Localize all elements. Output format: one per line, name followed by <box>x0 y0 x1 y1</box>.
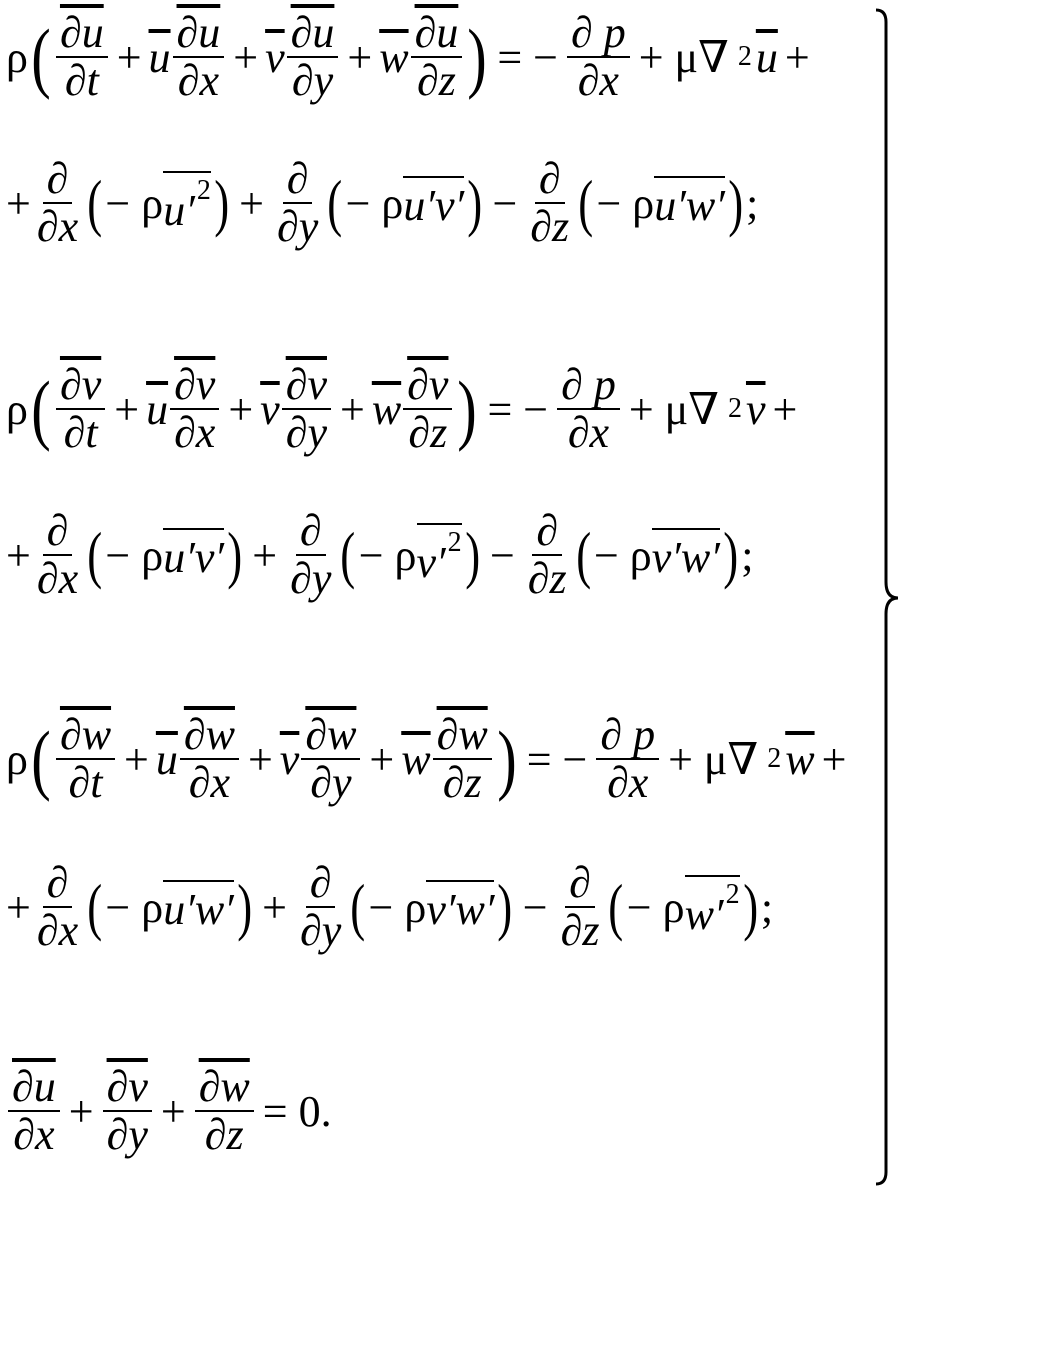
close-paren: ) <box>457 365 478 453</box>
x-derivative: $\frac{\partial w}{\partial x}$ <box>180 712 239 806</box>
open-paren: ( <box>87 167 103 239</box>
reynolds-stress: $u'^2$ <box>163 171 211 236</box>
z-momentum-line-2: + $\frac{\partial}{\partial x}$ ( − ρ u′w′ ) + $\frac{\partial}{\partial y}$ ( − ρ v′w′ ) − $\frac{\partial}{\partial z}$ ( − ρ $w'^2$ ) ; <box>6 858 774 956</box>
d-dy: $\frac{\partial}{\partial y}$ <box>299 858 342 956</box>
open-paren: ( <box>578 167 594 239</box>
close-paren: ) <box>237 871 252 943</box>
open-paren: ( <box>87 871 103 943</box>
dv-dy: $\frac{\partial v}{\partial y}$ <box>103 1064 152 1158</box>
pressure-gradient: $\frac{\partial p}{\partial x}$ <box>557 362 620 456</box>
close-paren: ) <box>742 871 758 943</box>
close-paren: ) <box>227 519 243 591</box>
open-paren: ( <box>340 519 356 591</box>
rho-symbol: ρ <box>6 734 28 784</box>
z-derivative: $\frac{\partial u}{\partial z}$ <box>411 10 463 104</box>
d-dx: $\frac{\partial}{\partial x}$ <box>36 858 79 956</box>
time-derivative: $\frac{\partial v}{\partial t}$ <box>56 362 105 456</box>
dw-dz: $\frac{\partial w}{\partial z}$ <box>195 1064 254 1158</box>
d-dy: $\frac{\partial}{\partial y}$ <box>290 506 332 604</box>
y-derivative: $\frac{\partial v}{\partial y}$ <box>282 362 331 456</box>
close-paren: ) <box>467 167 483 239</box>
reynolds-stress: $v'^2$ <box>417 523 462 588</box>
open-paren: ( <box>31 715 51 803</box>
reynolds-stress: $w'^2$ <box>685 875 740 940</box>
z-momentum-line-1: ρ ( $\frac{\partial w}{\partial t}$ + $\overline{u}$ $\frac{\partial w}{\partial x}$ + $\overline{v}$ $\frac{\partial w}{\partial y}$ + $\overline{w}$ $\frac{\partial w}{\partial z}$ ) = − $\frac{\partial p}{\partial x}$ + μ∇ 2 $\overline{w}$ + <box>6 710 847 808</box>
open-paren: ( <box>575 519 591 591</box>
open-paren: ( <box>87 519 103 591</box>
close-paren: ) <box>497 871 513 943</box>
reynolds-stress: u′w′ <box>163 880 234 935</box>
x-derivative: $\frac{\partial v}{\partial x}$ <box>170 362 219 456</box>
continuity-equation: $\frac{\partial u}{\partial x}$ + $\frac{\partial v}{\partial y}$ + $\frac{\partial w}{\partial z}$ = 0. <box>6 1064 339 1158</box>
x-momentum-line-1: ρ ( $\frac{\partial u}{\partial t}$ + $\overline{u}$ $\frac{\partial u}{\partial x}$ + $\overline{v}$ $\frac{\partial u}{\partial y}$ + $\overline{w}$ $\frac{\partial u}{\partial z}$ ) = − $\frac{\partial p}{\partial x}$ + μ∇ 2 $\overline{u}$ + <box>6 8 810 106</box>
close-paren: ) <box>214 167 229 239</box>
reynolds-stress: u′v′ <box>163 528 224 583</box>
time-derivative: $\frac{\partial u}{\partial t}$ <box>56 10 108 104</box>
d-dy: $\frac{\partial}{\partial y}$ <box>276 154 319 252</box>
open-paren: ( <box>350 871 366 943</box>
y-derivative: $\frac{\partial u}{\partial y}$ <box>287 10 339 104</box>
close-paren: ) <box>464 519 480 591</box>
du-dx: $\frac{\partial u}{\partial x}$ <box>8 1064 60 1158</box>
d-dz: $\frac{\partial}{\partial z}$ <box>560 858 600 956</box>
d-dx: $\frac{\partial}{\partial x}$ <box>36 154 79 252</box>
close-paren: ) <box>467 13 488 101</box>
reynolds-stress: u′w′ <box>654 176 725 231</box>
y-momentum-line-1: ρ ( $\frac{\partial v}{\partial t}$ + $\overline{u}$ $\frac{\partial v}{\partial x}$ + $\overline{v}$ $\frac{\partial v}{\partial y}$ + $\overline{w}$ $\frac{\partial v}{\partial z}$ ) = − $\frac{\partial p}{\partial x}$ + μ∇ 2 $\overline{v}$ + <box>6 360 798 458</box>
pressure-gradient: $\frac{\partial p}{\partial x}$ <box>596 712 659 806</box>
open-paren: ( <box>608 871 624 943</box>
x-derivative: $\frac{\partial u}{\partial x}$ <box>173 10 225 104</box>
x-momentum-line-2: + $\frac{\partial}{\partial x}$ ( − ρ $u'^2$ ) + $\frac{\partial}{\partial y}$ ( − ρ u′v′ ) − $\frac{\partial}{\partial z}$ ( − ρ u′w′ ) ; <box>6 154 759 252</box>
y-derivative: $\frac{\partial w}{\partial y}$ <box>301 712 360 806</box>
open-paren: ( <box>327 167 343 239</box>
z-derivative: $\frac{\partial v}{\partial z}$ <box>403 362 452 456</box>
y-momentum-line-2: + $\frac{\partial}{\partial x}$ ( − ρ u′v′ ) + $\frac{\partial}{\partial y}$ ( − ρ $v'^2$ ) − $\frac{\partial}{\partial z}$ ( − ρ v′w′ ) ; <box>6 506 754 604</box>
d-dz: $\frac{\partial}{\partial z}$ <box>527 506 567 604</box>
pressure-gradient: $\frac{\partial p}{\partial x}$ <box>567 10 630 104</box>
rho-symbol: ρ <box>6 384 28 434</box>
open-paren: ( <box>31 13 51 101</box>
system-brace <box>870 8 910 1186</box>
close-paren: ) <box>723 519 739 591</box>
reynolds-stress: v′w′ <box>426 880 494 935</box>
close-paren: ) <box>496 715 517 803</box>
d-dz: $\frac{\partial}{\partial z}$ <box>530 154 570 252</box>
close-paren: ) <box>728 167 743 239</box>
open-paren: ( <box>31 365 51 453</box>
z-derivative: $\frac{\partial w}{\partial z}$ <box>433 712 492 806</box>
rho-symbol: ρ <box>6 32 28 82</box>
d-dx: $\frac{\partial}{\partial x}$ <box>36 506 79 604</box>
time-derivative: $\frac{\partial w}{\partial t}$ <box>56 712 115 806</box>
reynolds-stress: v′w′ <box>652 528 720 583</box>
reynolds-stress: u′v′ <box>403 176 464 231</box>
